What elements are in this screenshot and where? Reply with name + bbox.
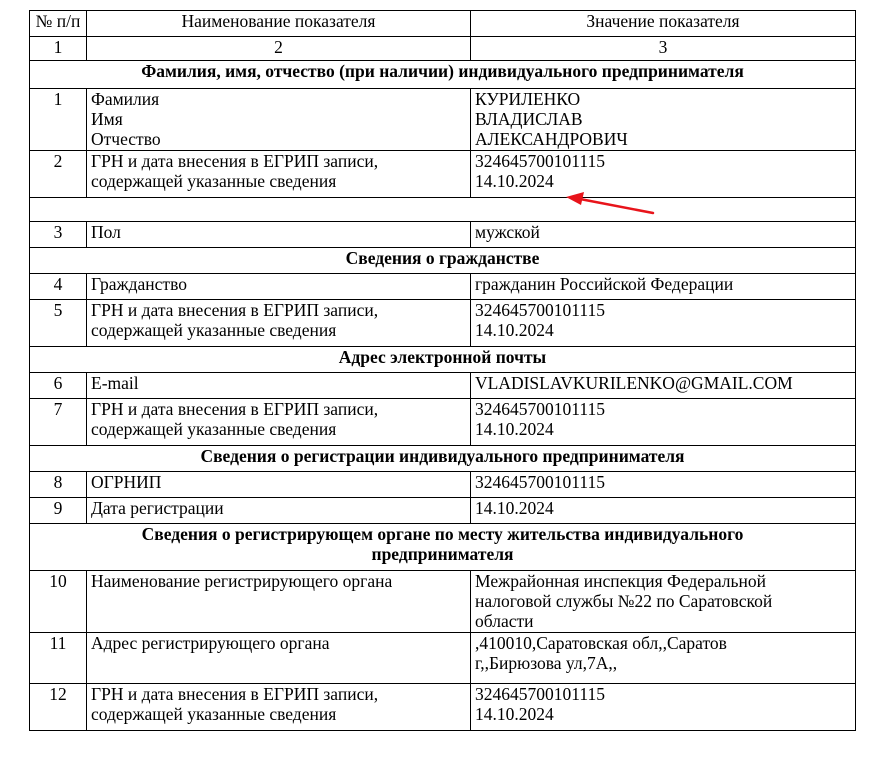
label-line: ГРН и дата внесения в ЕГРИП записи, [91, 300, 379, 320]
row-number: 8 [30, 472, 87, 498]
header-num: № п/п [30, 11, 87, 37]
row-number: 5 [30, 300, 87, 347]
row-label: Гражданство [87, 274, 471, 300]
table-row [30, 633, 856, 684]
row-number: 6 [30, 373, 87, 399]
row-value [471, 633, 856, 684]
row-value: 14.10.2024 [471, 498, 856, 524]
label-line: содержащей указанные сведения [91, 171, 337, 191]
row-number: 9 [30, 498, 87, 524]
row-value [471, 684, 856, 731]
row-value [471, 571, 856, 633]
row-label: Пол [87, 222, 471, 248]
empty-row [30, 198, 856, 222]
row-value: VLADISLAVKURILENKO@GMAIL.COM [471, 373, 856, 399]
table-row [30, 274, 856, 300]
row-label: Адрес регистрирующего органа [87, 633, 471, 684]
date-value: 14.10.2024 [475, 320, 554, 340]
table-row [30, 571, 856, 633]
label-line: Фамилия [91, 89, 160, 109]
table-row [30, 472, 856, 498]
row-number: 1 [30, 89, 87, 151]
row-number: 3 [30, 222, 87, 248]
section-row-fio [30, 61, 856, 89]
section-row-citizenship [30, 248, 856, 274]
section-row-registration [30, 446, 856, 472]
surname-value: КУРИЛЕНКО [475, 89, 581, 109]
row-label [87, 89, 471, 151]
row-label [87, 151, 471, 198]
column-number: 2 [87, 37, 471, 61]
table-row [30, 222, 856, 248]
column-number: 3 [471, 37, 856, 61]
row-number: 11 [30, 633, 87, 684]
row-value [471, 300, 856, 347]
row-label [87, 300, 471, 347]
row-value: гражданин Российской Федерации [471, 274, 856, 300]
label-line: ГРН и дата внесения в ЕГРИП записи, [91, 151, 379, 171]
row-number: 10 [30, 571, 87, 633]
grn-value: 324645700101115 [475, 151, 605, 171]
value-line: г,,Бирюзова ул,7А,, [475, 653, 618, 673]
patronymic-value: АЛЕКСАНДРОВИЧ [475, 129, 628, 149]
row-value [471, 89, 856, 151]
label-line: Имя [91, 109, 123, 129]
grn-value: 324645700101115 [475, 399, 605, 419]
label-line: ГРН и дата внесения в ЕГРИП записи, [91, 399, 379, 419]
row-label [87, 399, 471, 446]
row-label [87, 684, 471, 731]
section-title [30, 524, 856, 571]
empty-cell [30, 198, 856, 222]
header-name: Наименование показателя [87, 11, 471, 37]
grn-value: 324645700101115 [475, 300, 605, 320]
row-number: 2 [30, 151, 87, 198]
egrip-extract [29, 10, 856, 731]
row-label: ОГРНИП [87, 472, 471, 498]
section-title-line: Сведения о регистрирующем органе по месту жительства индивидуального [141, 524, 744, 544]
value-line: области [475, 611, 534, 631]
value-line: ,410010,Саратовская обл,,Саратов [475, 633, 727, 653]
column-numbers-row [30, 37, 856, 61]
table-row [30, 399, 856, 446]
section-title-line: предпринимателя [371, 544, 514, 564]
first-name-value: ВЛАДИСЛАВ [475, 109, 583, 129]
label-line: содержащей указанные сведения [91, 320, 337, 340]
date-value: 14.10.2024 [475, 704, 554, 724]
row-label: Наименование регистрирующего органа [87, 571, 471, 633]
label-line: содержащей указанные сведения [91, 419, 337, 439]
column-number: 1 [30, 37, 87, 61]
date-value: 14.10.2024 [475, 419, 554, 439]
row-number: 4 [30, 274, 87, 300]
section-row-authority [30, 524, 856, 571]
label-line: содержащей указанные сведения [91, 704, 337, 724]
value-line: налоговой службы №22 по Саратовской [475, 591, 773, 611]
row-label: E-mail [87, 373, 471, 399]
table-row [30, 151, 856, 198]
section-title: Фамилия, имя, отчество (при наличии) индивидуального предпринимателя [30, 61, 856, 89]
row-value [471, 399, 856, 446]
row-number: 7 [30, 399, 87, 446]
table-row [30, 373, 856, 399]
section-row-email [30, 347, 856, 373]
grn-value: 324645700101115 [475, 684, 605, 704]
table-row [30, 89, 856, 151]
egrip-table [29, 10, 856, 731]
row-value: 324645700101115 [471, 472, 856, 498]
date-value: 14.10.2024 [475, 171, 554, 191]
section-title: Адрес электронной почты [30, 347, 856, 373]
section-title: Сведения о гражданстве [30, 248, 856, 274]
row-value: мужской [471, 222, 856, 248]
label-line: ГРН и дата внесения в ЕГРИП записи, [91, 684, 379, 704]
section-title: Сведения о регистрации индивидуального предпринимателя [30, 446, 856, 472]
row-value [471, 151, 856, 198]
row-number: 12 [30, 684, 87, 731]
value-line: Межрайонная инспекция Федеральной [475, 571, 766, 591]
header-value: Значение показателя [471, 11, 856, 37]
table-row [30, 498, 856, 524]
table-row [30, 684, 856, 731]
label-line: Отчество [91, 129, 161, 149]
row-label: Дата регистрации [87, 498, 471, 524]
table-header-row [30, 11, 856, 37]
table-row [30, 300, 856, 347]
